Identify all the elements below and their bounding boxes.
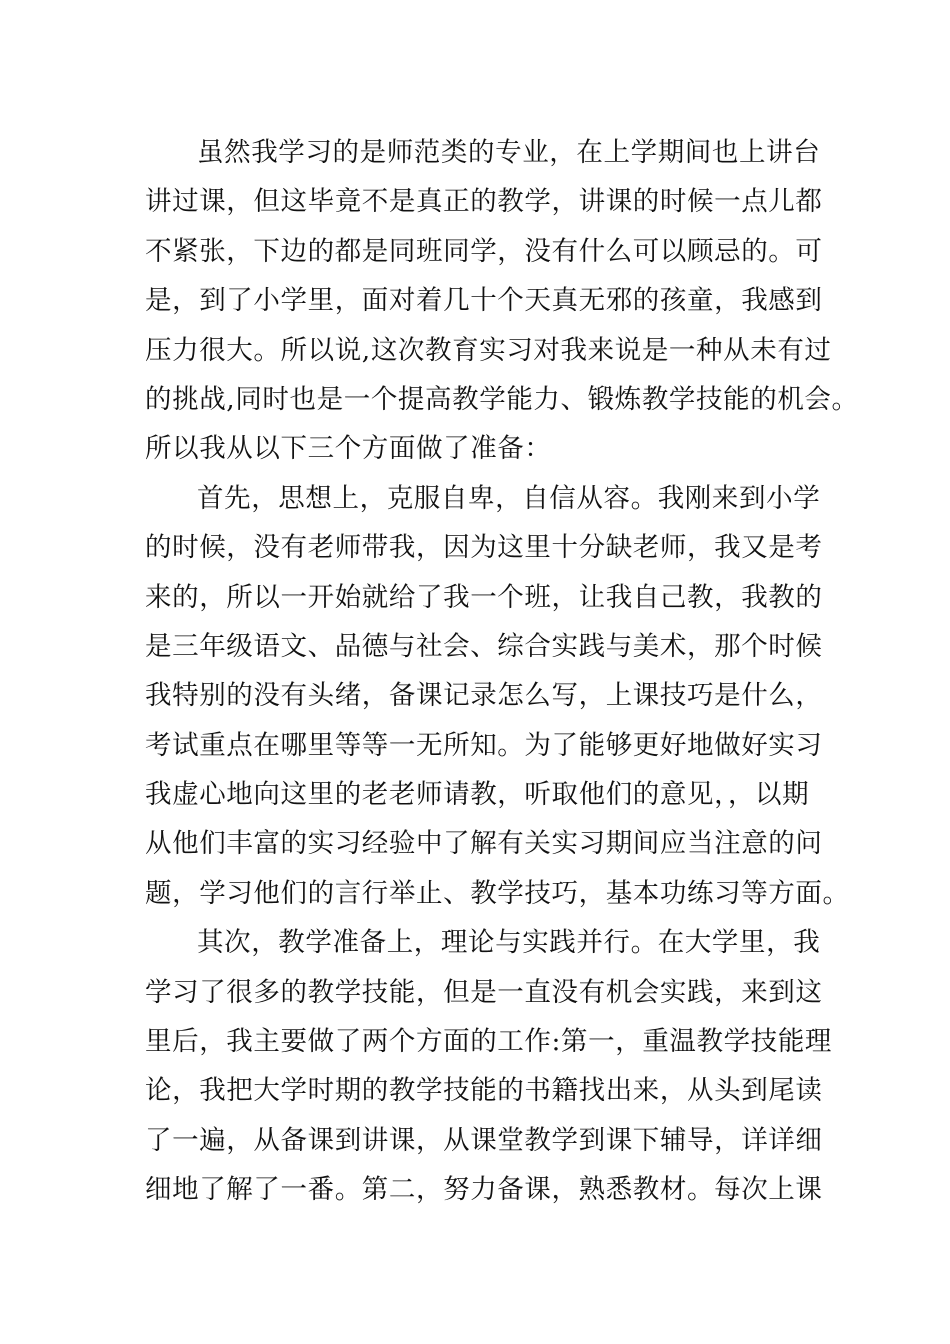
text-line: 不紧张，下边的都是同班同学，没有什么可以顾忌的。可 xyxy=(145,235,823,267)
text-line: 压力很大。所以说,这次教育实习对我来说是一种从未有过 xyxy=(145,334,832,366)
text-line: 其次，教学准备上，理论与实践并行。在大学里，我 xyxy=(197,927,821,959)
text-line: 是三年级语文、品德与社会、综合实践与美术，那个时候 xyxy=(145,630,823,662)
text-line: 讲过课，但这毕竟不是真正的教学，讲课的时候一点儿都 xyxy=(145,186,823,218)
text-line: 是，到了小学里，面对着几十个天真无邪的孩童，我感到 xyxy=(145,285,823,317)
text-line: 虽然我学习的是师范类的专业，在上学期间也上讲台 xyxy=(197,137,821,168)
paragraph-2 xyxy=(145,474,850,919)
text-line: 细地了解了一番。第二，努力备课，熟悉教材。每次上课 xyxy=(145,1174,823,1206)
text-line: 考试重点在哪里等等一无所知。为了能够更好地做好实习 xyxy=(145,729,823,761)
text-line: 首先，思想上，克服自卑，自信从容。我刚来到小学 xyxy=(197,482,821,514)
text-line: 学习了很多的教学技能，但是一直没有机会实践，来到这 xyxy=(145,976,823,1008)
text-line: 从他们丰富的实习经验中了解有关实习期间应当注意的问 xyxy=(145,828,823,860)
text-line: 我特别的没有头绪，备课记录怎么写，上课技巧是什么， xyxy=(145,680,823,712)
text-line: 所以我从以下三个方面做了准备： xyxy=(145,433,552,465)
text-line: 的挑战,同时也是一个提高教学能力、锻炼教学技能的机会。 xyxy=(145,383,859,415)
text-line: 里后，我主要做了两个方面的工作:第一，重温教学技能理 xyxy=(145,1026,833,1058)
text-line: 论，我把大学时期的教学技能的书籍找出来，从头到尾读 xyxy=(145,1075,823,1107)
text-line: 题，学习他们的言行举止、教学技巧，基本功练习等方面。 xyxy=(145,877,850,909)
text-line: 了一遍，从备课到讲课，从课堂教学到课下辅导，详详细 xyxy=(145,1124,823,1156)
text-line: 的时候，没有老师带我，因为这里十分缺老师，我又是考 xyxy=(145,532,823,564)
body-text xyxy=(145,128,859,1215)
paragraph-1 xyxy=(145,128,859,474)
text-line: 来的，所以一开始就给了我一个班，让我自己教，我教的 xyxy=(145,581,823,613)
paragraph-3 xyxy=(145,918,833,1214)
text-line: 我虚心地向这里的老老师请教，听取他们的意见，，以期 xyxy=(145,779,810,811)
